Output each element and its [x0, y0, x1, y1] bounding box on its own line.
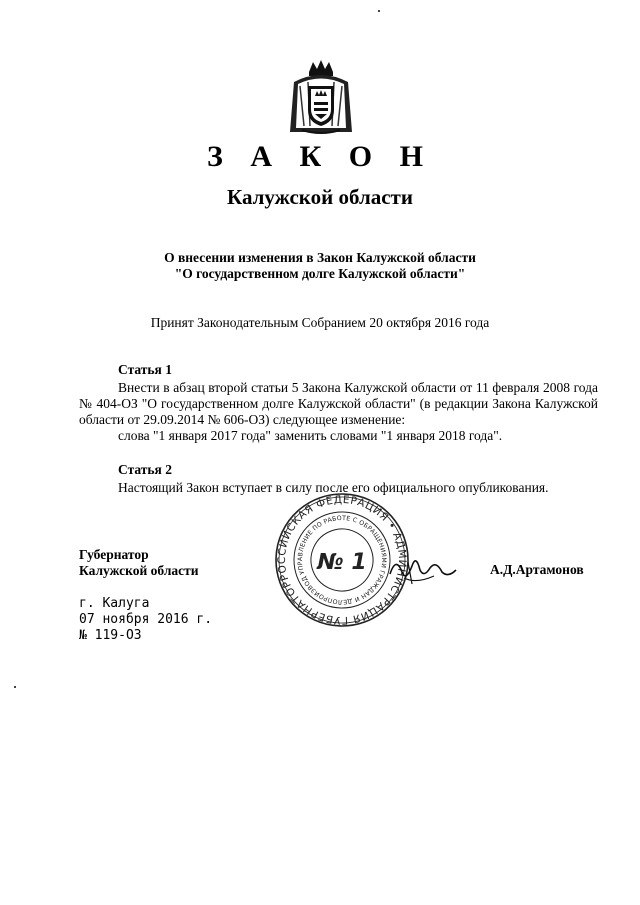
article-1-body: [79, 380, 598, 444]
region-title: Калужской области: [227, 185, 413, 209]
article-1-text: Внести в абзац второй статьи 5 Закона Калужской области от 11 февраля 2008 года № 404-ОЗ "О государственном долге Калужской области" (в редакции Закона Калужской области от 29.09.2014 № 606-ОЗ) следующее изменение:: [79, 380, 598, 427]
scan-speck: [378, 10, 380, 12]
handwritten-signature: [386, 548, 462, 590]
signatory-position-line-2: Калужской области: [79, 563, 199, 578]
registration-place: г. Калуга: [79, 596, 150, 611]
signatory-position-line-1: Губернатор: [79, 547, 149, 562]
adoption-date-line: Принят Законодательным Собранием 20 октября 2016 года: [150, 315, 490, 330]
coat-of-arms-emblem: [288, 60, 354, 136]
law-title: З А К О Н: [207, 140, 433, 173]
subject-line-1: О внесении изменения в Закон Калужской области: [164, 250, 476, 265]
article-1-replacement: слова "1 января 2017 года" заменить словами "1 января 2018 года".: [118, 428, 503, 443]
article-2-text: Настоящий Закон вступает в силу после его официального опубликования.: [118, 480, 549, 495]
subject-line-2: "О государственном долге Калужской области": [174, 266, 466, 281]
signatory-name: А.Д.Артамонов: [490, 562, 584, 577]
seal-outer-text: РОССИЙСКАЯ ФЕДЕРАЦИЯ • АДМИНИСТРАЦИЯ ГУБЕРНАТОРА: [275, 493, 409, 627]
seal-number: № 1: [317, 550, 367, 575]
article-1-heading: Статья 1: [118, 362, 172, 377]
registration-number: № 119-ОЗ: [79, 628, 142, 643]
scan-speck: [14, 686, 16, 688]
article-2-heading: Статья 2: [118, 462, 172, 477]
seal-inner-text: УПРАВЛЕНИЕ ПО РАБОТЕ С ОБРАЩЕНИЯМИ ГРАЖДАН И ДЕЛОПРОИЗВОДСТВУ: [296, 514, 388, 606]
registration-date: 07 ноября 2016 г.: [79, 612, 213, 627]
